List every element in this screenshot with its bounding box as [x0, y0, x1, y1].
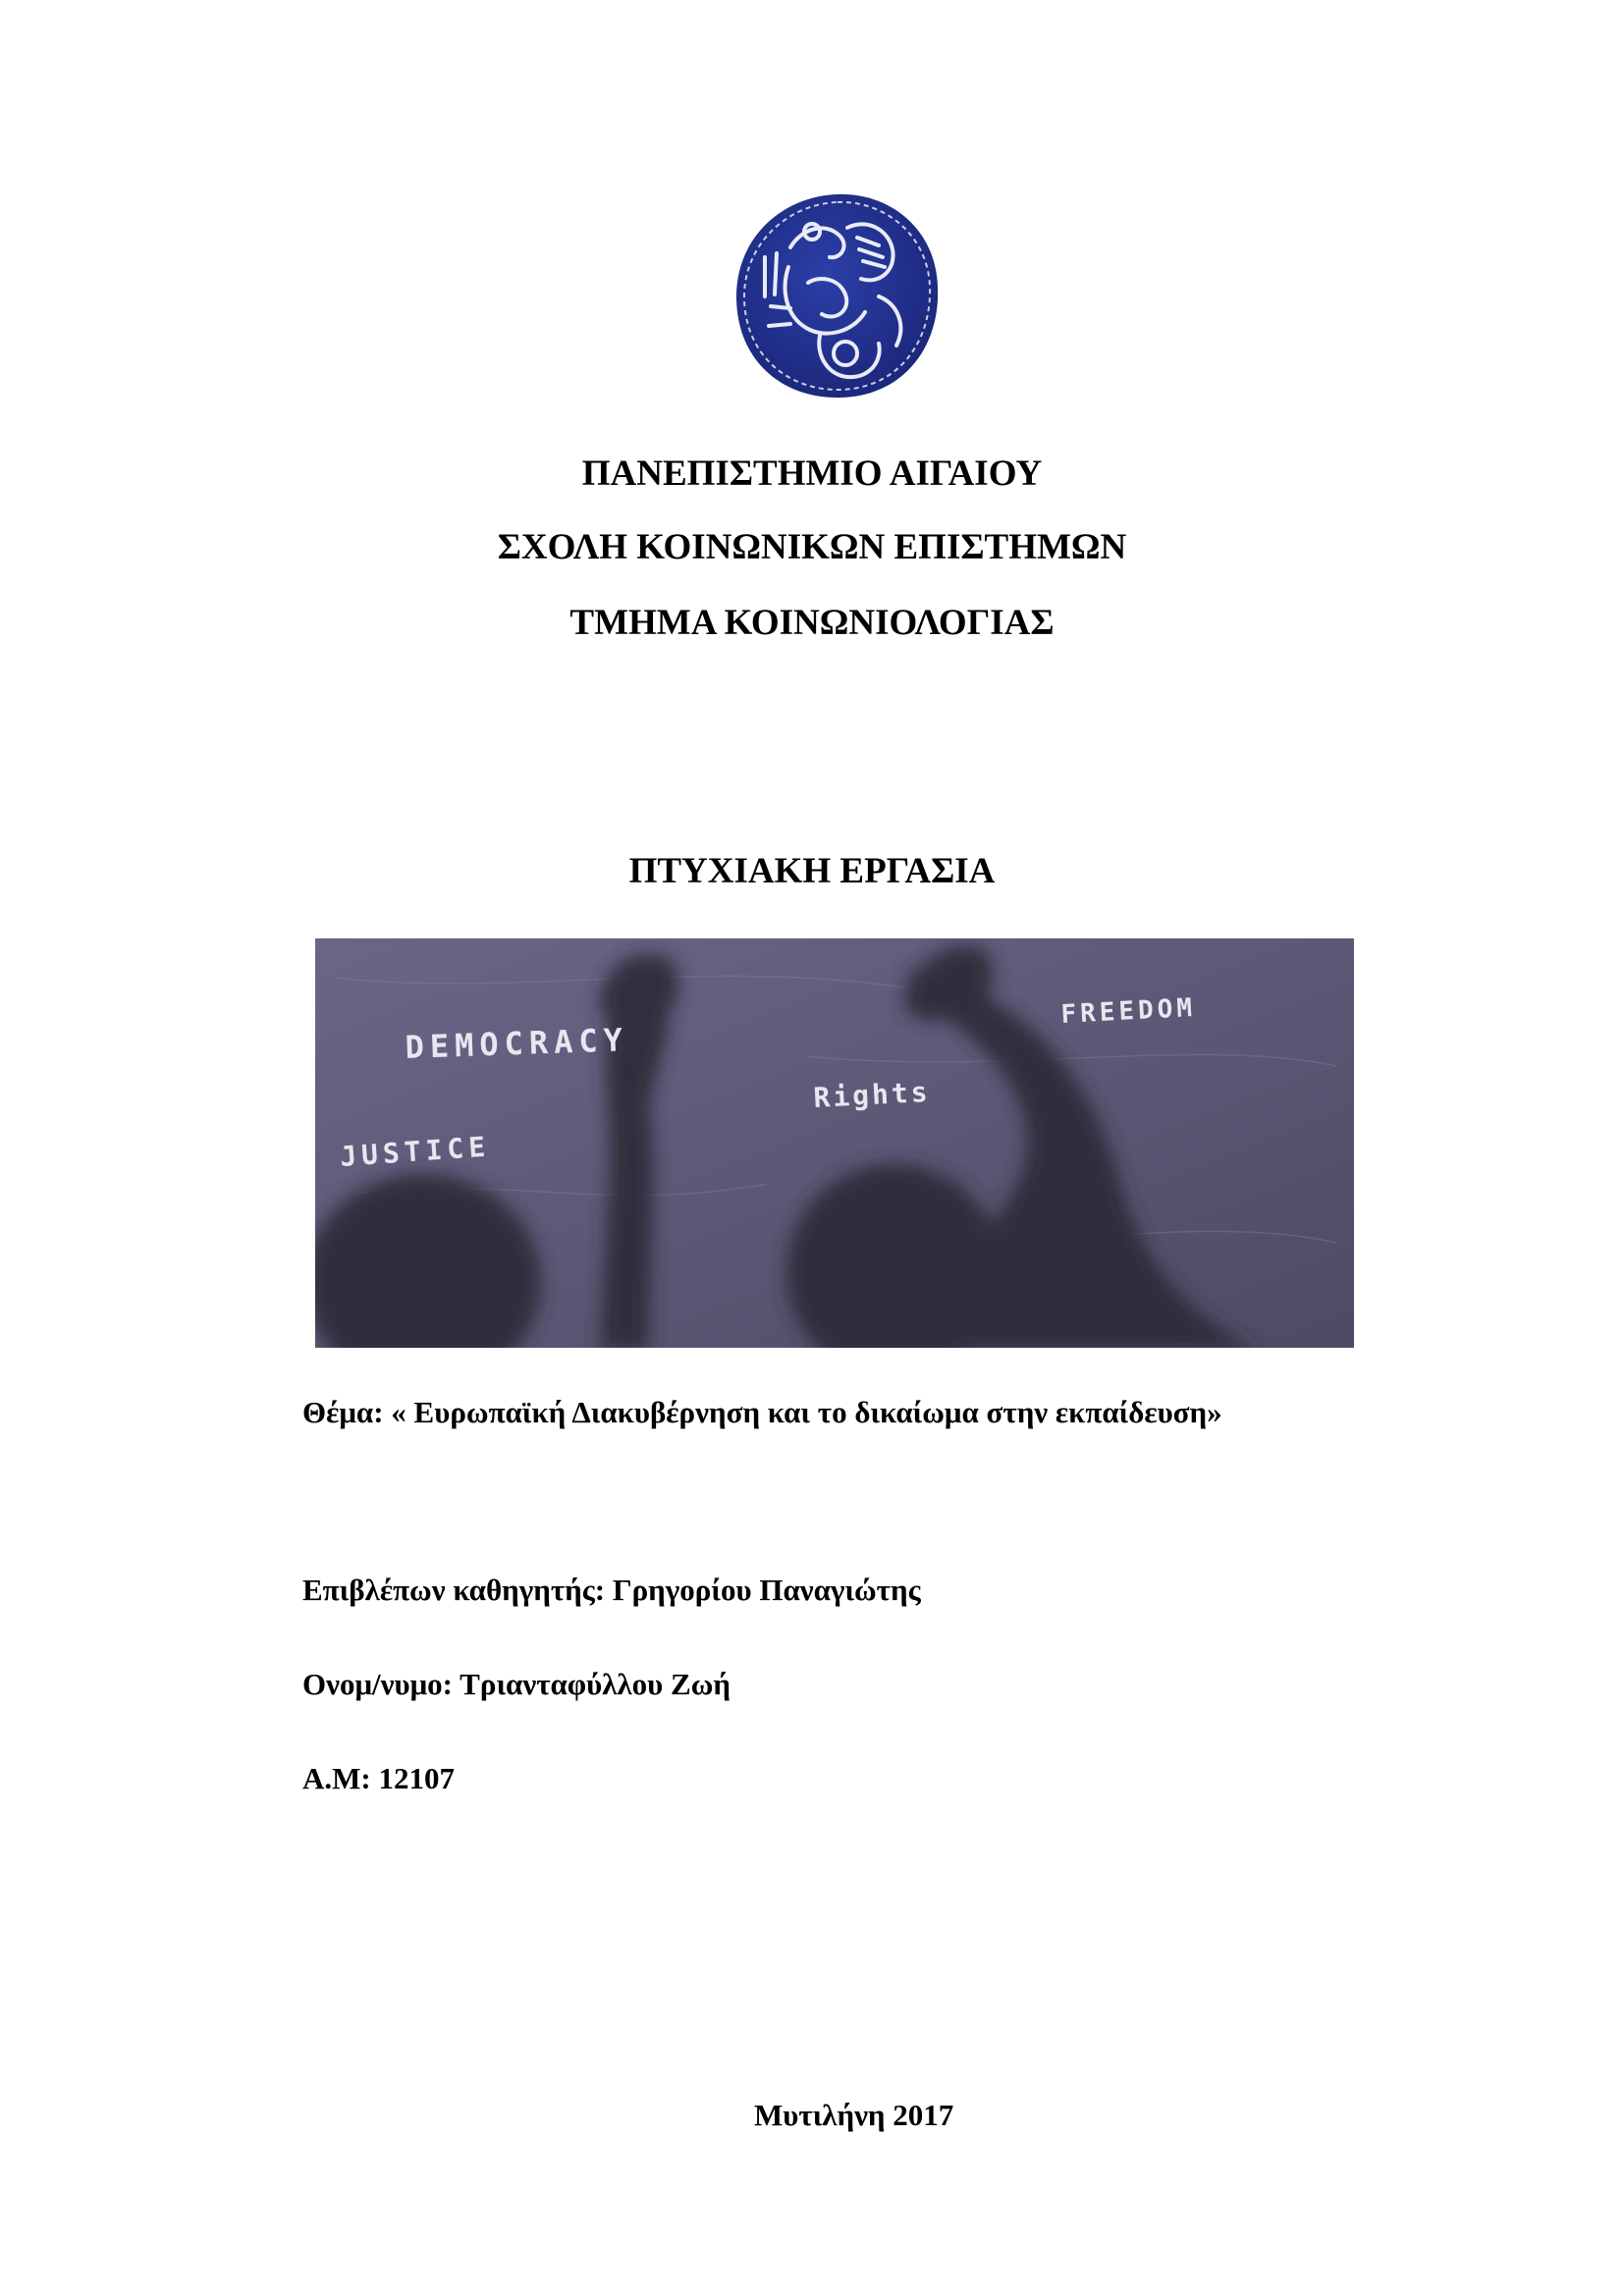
supervisor-line: Επιβλέπων καθηγητής: Γρηγορίου Παναγιώτης: [302, 1573, 921, 1607]
cover-illustration: [315, 938, 1354, 1348]
university-name: ΠΑΝΕΠΙΣΤΗΜΙΟ ΑΙΓΑΙΟΥ: [581, 454, 1043, 494]
thesis-topic: Θέμα: « Ευρωπαϊκή Διακυβέρνηση και το δικαίωμα στην εκπαίδευση»: [302, 1395, 1222, 1429]
department-name: ΤΜΗΜΑ ΚΟΙΝΩΝΙΟΛΟΓΙΑΣ: [569, 603, 1055, 643]
chalk-word-justice: JUSTICE: [339, 1130, 492, 1173]
document-type: ΠΤΥΧΙΑΚΗ ΕΡΓΑΣΙΑ: [628, 851, 996, 891]
chalk-word-freedom: FREEDOM: [1059, 992, 1197, 1030]
place-and-date: Μυτιλήνη 2017: [754, 2098, 954, 2132]
registration-number-line: Α.Μ: 12107: [302, 1761, 455, 1795]
chalk-word-rights: Rights: [812, 1075, 932, 1114]
chalk-word-democracy: DEMOCRACY: [404, 1021, 629, 1066]
university-seal-icon: [731, 188, 944, 402]
student-name-line: Ονομ/νυμο: Τριανταφύλλου Ζωή: [302, 1667, 731, 1701]
school-name: ΣΧΟΛΗ ΚΟΙΝΩΝΙΚΩΝ ΕΠΙΣΤΗΜΩΝ: [497, 527, 1127, 567]
